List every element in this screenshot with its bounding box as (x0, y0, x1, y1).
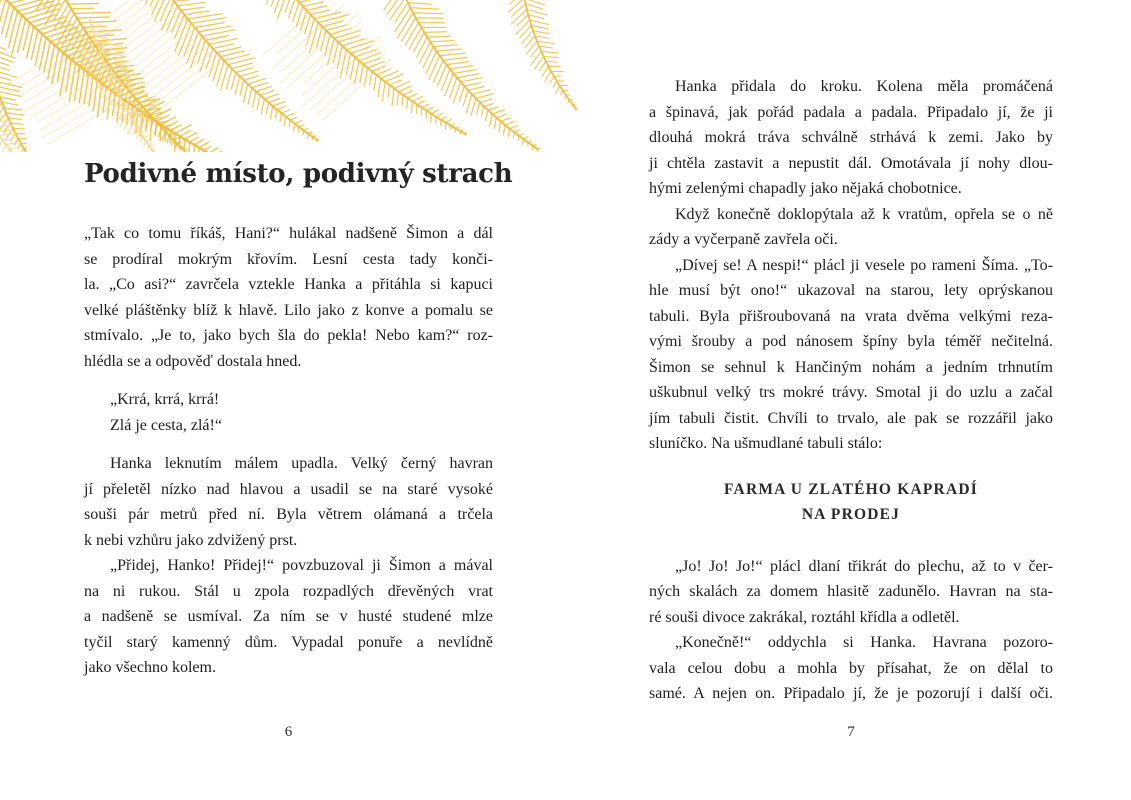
page-left-body (84, 221, 493, 681)
text-line: stmívalo. „Je to, jako bych šla do pekla! Nebo kam?“ roz- (84, 327, 493, 344)
text-line: jím tabuli čistit. Chvíli to trvalo, ale pak se rozzářil jako (649, 409, 1053, 427)
text-line: „Tak co tomu říkáš, Hani?“ hulákal nadšeně Šimon a dál (84, 225, 493, 242)
text-line: la. „Co asi?“ zavrčela vztekle Hanka a přitáhla si kapuci (84, 276, 493, 293)
text-line: tyčil starý kamenný dům. Vypadal ponuře a nevlídně (84, 633, 493, 651)
paragraph (649, 74, 1053, 202)
page-left (84, 0, 513, 800)
page-number-left: 6 (284, 724, 293, 740)
text-line: souši pár metrů před ní. Byla větrem olámaná a trčela (84, 506, 493, 523)
text-line: velké pláštěnky blíž k hlavě. Lilo jako z konve a pomalu se (84, 301, 493, 319)
text-line: hle musí být ono!“ ukazoval na starou, lety oprýskanou (649, 282, 1053, 299)
verse-line: „Krrá, krrá, krrá! (110, 391, 220, 408)
paragraph (84, 221, 493, 374)
text-line: „Přidej, Hanko! Přidej!“ povzbuzoval ji Šimon a mával (110, 557, 493, 574)
sign-board-text (649, 477, 1053, 528)
text-line: a nadšeně se usmíval. Za ním se v husté studené mlze (84, 608, 493, 625)
text-line: se prodíral mokrým křovím. Lesní cesta tady konči- (84, 250, 493, 268)
text-line: Když konečně doklopýtala až k vratům, opřela se o ně (675, 205, 1053, 223)
raven-verse (84, 387, 493, 438)
page-right (649, 0, 1053, 800)
page-right-body (649, 74, 1053, 707)
text-line: na ni rukou. Stál u zpola rozpadlých dřevěných vrat (84, 582, 493, 600)
text-line: samé. A nejen on. Připadalo jí, že je pozorují i další oči. (649, 685, 1053, 702)
paragraph (649, 253, 1053, 457)
text-line: Hanka leknutím málem upadla. Velký černý havran (110, 455, 493, 472)
paragraph (649, 630, 1053, 707)
text-line: k nebi vzhůru jako zdvižený prst. (84, 531, 298, 549)
paragraph (649, 202, 1053, 253)
text-line: ných skalách za domem hlasitě zadunělo. Havran na sta- (649, 583, 1053, 600)
text-line: uškubnul velký trs mokré trávy. Smotal ji do uzlu a začal (649, 384, 1053, 401)
text-line: vými šrouby a pod nánosem špíny byla téměř nečitelná. (649, 333, 1053, 350)
text-line: zády a vyčerpaně zavřela oči. (649, 231, 838, 248)
text-line: „Dívej se! A nespi!“ plácl ji vesele po rameni Šíma. „To- (675, 256, 1053, 274)
text-line: „Konečně!“ oddychla si Hanka. Havrana pozoro- (675, 634, 1053, 651)
text-line: hými zelenými chapadly jako nějaká chobotnice. (649, 180, 962, 197)
text-line: tabuli. Byla přišroubovaná na vrata dvěma velkými reza- (649, 307, 1053, 325)
text-line: ré souši divoce zakrákal, roztáhl křídla a odletěl. (649, 608, 960, 626)
verse-line: Zlá je cesta, zlá!“ (110, 416, 222, 434)
chapter-title: Podivné místo, podivný strach (84, 159, 513, 189)
page-number-right: 7 (847, 724, 855, 740)
sign-line: NA PRODEJ (801, 506, 901, 523)
text-line: dlouhá mokrá tráva schválně strhává k zemi. Jako by (649, 129, 1053, 146)
text-line: a špinavá, jak pořád padala a padala. Připadalo jí, že ji (649, 103, 1053, 121)
text-line: ji chtěla zastavit a nepustit dál. Omotávala jí nohy dlou- (649, 154, 1053, 172)
text-line: „Jo! Jo! Jo!“ plácl dlaní třikrát do plechu, až to v čer- (675, 557, 1053, 575)
text-line: hlédla se a odpověď dostala hned. (84, 352, 302, 370)
paragraph (84, 451, 493, 553)
text-line: vala celou dobu a mohla by přísahat, že on dělal to (649, 659, 1053, 677)
text-line: Šimon se sehnul k Hančiným nohám a jedním trhnutím (649, 358, 1053, 376)
paragraph (84, 553, 493, 681)
text-line: Hanka přidala do kroku. Kolena měla promáčená (675, 78, 1053, 95)
text-line: jí přeletěl nízko nad hlavou a usadil se na staré vysoké (84, 480, 493, 498)
paragraph (649, 554, 1053, 631)
sign-line: FARMA U ZLATÉHO KAPRADÍ (724, 480, 978, 498)
text-line: jako všechno kolem. (84, 659, 216, 676)
text-line: sluníčko. Na ušmudlané tabuli stálo: (649, 435, 883, 452)
